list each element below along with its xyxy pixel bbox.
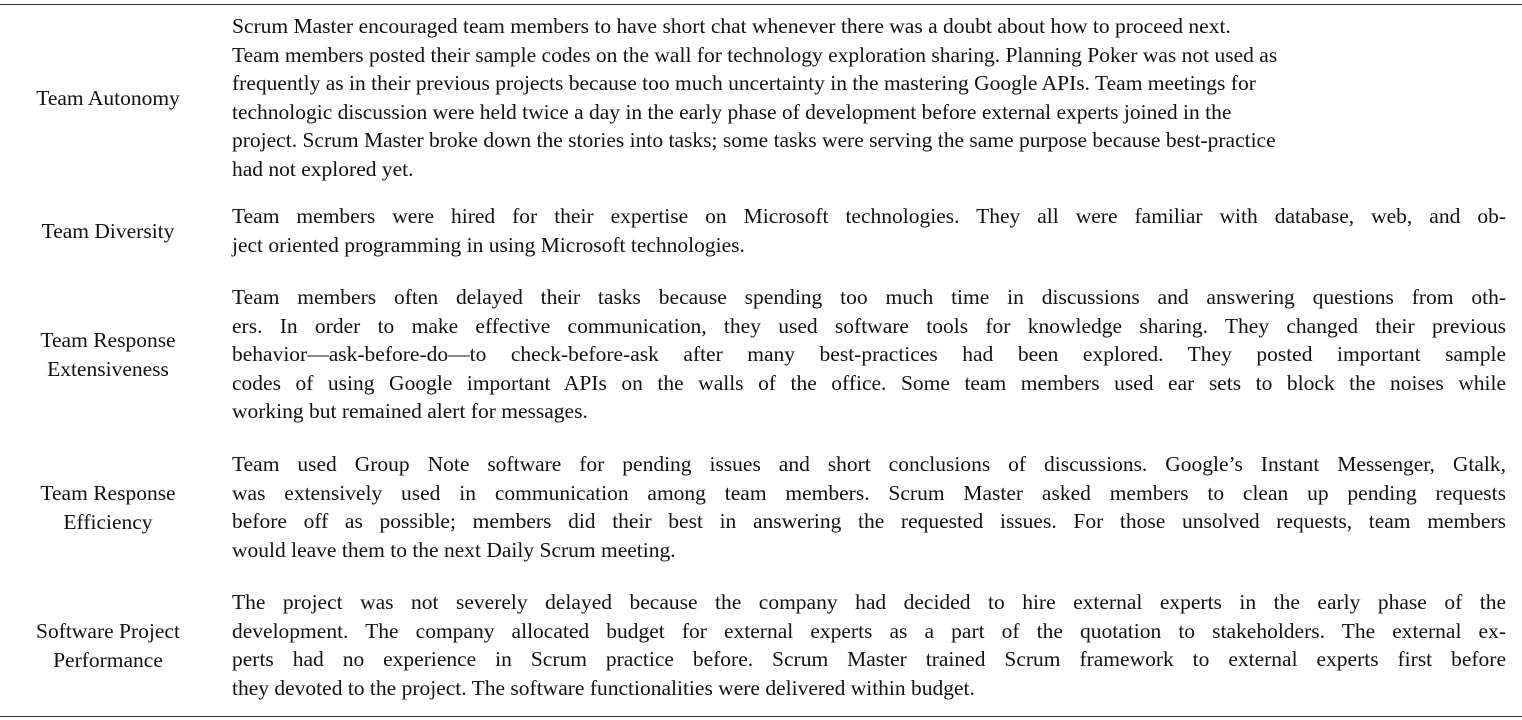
description-line: Scrum Master encouraged team members to have short chat whenever there was a doubt about how to proceed next. <box>232 14 1231 38</box>
description-line: Team members were hired for their expertise on Microsoft technologies. They all were familiar with database, web, and ob- <box>232 204 1506 228</box>
table-bottom-rule <box>0 716 1522 717</box>
row-label-line: Software Project <box>36 618 180 643</box>
description-line: was extensively used in communication among team members. Scrum Master asked members to clean up pending requests <box>232 480 1506 505</box>
description-line: The project was not severely delayed because the company had decided to hire external experts in the early phase of the <box>232 590 1506 614</box>
table-row-team-response-extensiveness <box>0 283 1522 427</box>
row-label <box>0 202 216 260</box>
row-label <box>0 588 216 703</box>
description-line: they devoted to the project. The software functionalities were delivered within budget. <box>232 675 975 700</box>
row-label-line: Team Autonomy <box>36 85 180 110</box>
description-line: Team members posted their sample codes on the wall for technology exploration sharing. Planning Poker was not used as <box>232 42 1278 67</box>
description-line: frequently as in their previous projects because too much uncertainty in the mastering Google APIs. Team meetings for <box>232 71 1256 96</box>
table-row-team-response-efficiency <box>0 450 1522 565</box>
description-line: codes of using Google important APIs on the walls of the office. Some team members used ear sets to block the noises while <box>232 370 1506 395</box>
row-description <box>232 283 1506 426</box>
description-line: technologic discussion were held twice a day in the early phase of development before external experts joined in the <box>232 99 1232 124</box>
table-row-team-autonomy <box>0 12 1522 184</box>
description-line: perts had no experience in Scrum practice before. Scrum Master trained Scrum framework to external experts first before <box>232 647 1506 672</box>
description-line: had not explored yet. <box>232 156 414 181</box>
description-line: before off as possible; members did their best in answering the requested issues. For those unsolved requests, team members <box>232 509 1506 534</box>
row-label <box>0 283 216 427</box>
row-label-line: Efficiency <box>63 509 153 534</box>
row-description <box>232 202 1506 259</box>
description-line: Team members often delayed their tasks because spending too much time in discussions and answering questions from oth- <box>232 285 1506 309</box>
row-description <box>232 450 1506 564</box>
row-label <box>0 12 216 184</box>
table-row-team-diversity <box>0 202 1522 260</box>
row-label-line: Team Response <box>40 328 176 353</box>
row-label-line: Extensiveness <box>47 357 169 381</box>
row-label-line: Team Response <box>40 480 176 505</box>
description-line: development. The company allocated budget for external experts as a part of the quotation to stakeholders. The external ex- <box>232 618 1506 643</box>
row-label-line: Team Diversity <box>41 218 175 243</box>
table-top-rule <box>0 4 1522 5</box>
description-line: ers. In order to make effective communication, they used software tools for knowledge sharing. They changed their previous <box>232 313 1506 338</box>
row-description <box>232 12 1506 184</box>
description-line: would leave them to the next Daily Scrum meeting. <box>232 537 676 562</box>
row-label <box>0 450 216 565</box>
table-row-software-project-performance <box>0 588 1522 703</box>
description-line: project. Scrum Master broke down the stories into tasks; some tasks were serving the same purpose because best-practice <box>232 128 1276 153</box>
row-description <box>232 588 1506 702</box>
description-line: behavior—ask-before-do—to check-before-ask after many best-practices had been explored. They posted important sample <box>232 342 1506 367</box>
row-label-line: Performance <box>53 647 163 672</box>
description-line: Team used Group Note software for pending issues and short conclusions of discussions. Google’s Instant Messenger, Gtalk, <box>232 452 1506 476</box>
description-line: ject oriented programming in using Microsoft technologies. <box>232 232 745 257</box>
description-line: working but remained alert for messages. <box>232 399 588 424</box>
